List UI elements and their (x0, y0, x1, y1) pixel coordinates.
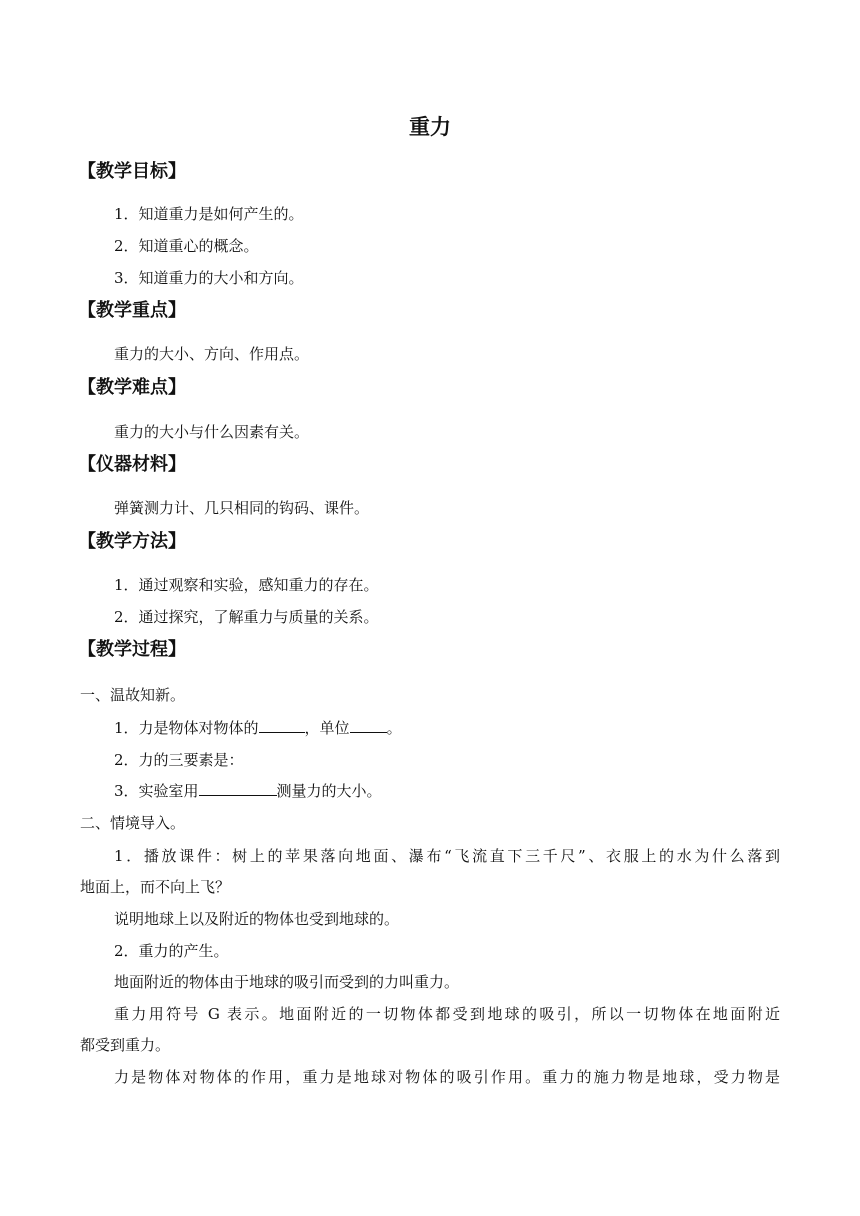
review-question-1-text-a: 1．力是物体对物体的 (114, 719, 259, 737)
heading-key-points: 【教学重点】 (78, 300, 186, 321)
review-question-1-text-c: 。 (386, 719, 402, 737)
gravity-symbol-line-1: 重力用符号 G 表示。地面附近的一切物体都受到地球的吸引，所以一切物体在地面附近 (114, 1005, 780, 1023)
objective-item-3: 3．知道重力的大小和方向。 (114, 269, 304, 287)
method-item-1: 1．通过观察和实验，感知重力的存在。 (114, 576, 379, 594)
heading-difficulties: 【教学难点】 (78, 377, 186, 398)
heading-methods: 【教学方法】 (78, 531, 186, 552)
process-part1-title: 一、温故知新。 (80, 686, 186, 704)
review-question-1-text-b: ，单位 (304, 719, 350, 737)
review-question-2: 2．力的三要素是： (114, 751, 244, 769)
gravity-definition: 地面附近的物体由于地球的吸引而受到的力叫重力。 (114, 973, 460, 991)
objective-item-1: 1．知道重力是如何产生的。 (114, 205, 304, 223)
difficulties-text: 重力的大小与什么因素有关。 (114, 423, 310, 441)
fill-blank-2[interactable] (350, 717, 387, 733)
fill-blank-3[interactable] (199, 780, 277, 796)
gravity-symbol-line-2: 都受到重力。 (80, 1036, 171, 1054)
fill-blank-1[interactable] (259, 717, 305, 733)
review-question-3-text-b: 测量力的大小。 (276, 782, 382, 800)
process-part2-title: 二、情境导入。 (80, 814, 186, 832)
key-points-text: 重力的大小、方向、作用点。 (114, 345, 310, 363)
scenario-paragraph-2: 说明地球上以及附近的物体也受到地球的。 (114, 910, 400, 928)
review-question-3-text-a: 3．实验室用 (114, 782, 199, 800)
gravity-interaction-line-1: 力是物体对物体的作用，重力是地球对物体的吸引作用。重力的施力物是地球，受力物是 (114, 1068, 780, 1086)
heading-materials: 【仪器材料】 (78, 454, 186, 475)
heading-objectives: 【教学目标】 (78, 161, 186, 182)
objective-item-2: 2．知道重心的概念。 (114, 237, 259, 255)
heading-process: 【教学过程】 (78, 639, 186, 660)
document-title: 重力 (409, 115, 451, 139)
method-item-2: 2．通过探究，了解重力与质量的关系。 (114, 608, 379, 626)
gravity-origin-heading: 2．重力的产生。 (114, 942, 229, 960)
review-question-1 (114, 717, 402, 739)
review-question-3 (114, 780, 382, 802)
scenario-paragraph-1-line-2: 地面上，而不向上飞？ (80, 878, 231, 896)
scenario-paragraph-1-line-1: 1．播放课件：树上的苹果落向地面、瀑布“飞流直下三千尺”、衣服上的水为什么落到 (114, 847, 780, 865)
materials-text: 弹簧测力计、几只相同的钩码、课件。 (114, 499, 370, 517)
